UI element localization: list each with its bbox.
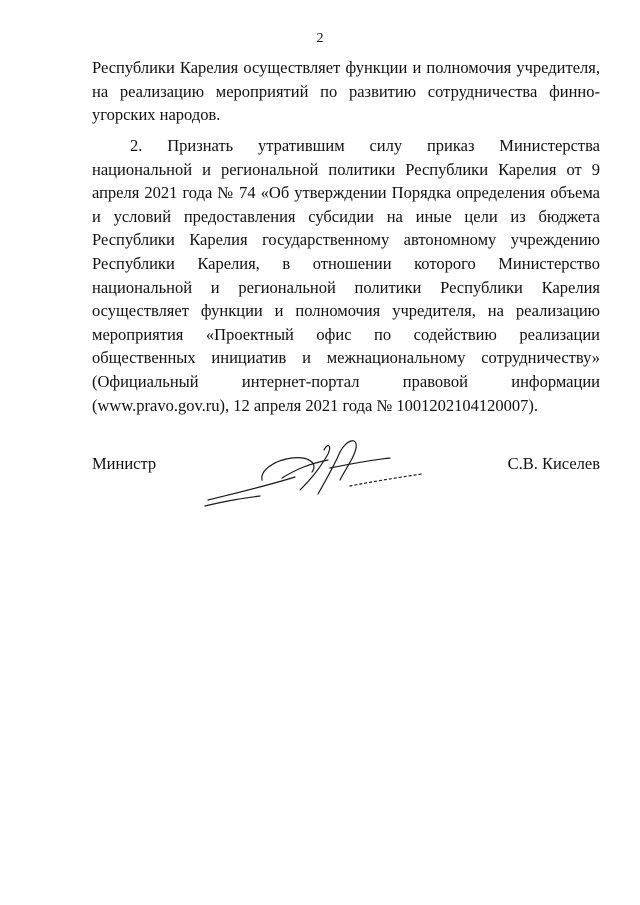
paragraph-item-2: 2. Признать утратившим силу приказ Министерства национальной и региональной политики Республики Карелия от 9 апреля 2021 года № 74 «Об утверждении Порядка определения объема и условий предоставления субсидии на иные цели из бюджета Республики Карелия государственному автономному учреждению Республики Карелия, в отношении которого Министерство национальной и региональной политики Республики Карелия осуществляет функции и полномочия учредителя, на реализацию мероприятия «Проектный офис по содействию реализации общественных инициатив и межнациональному сотрудничеству» (Официальный интернет-портал правовой информации (www.pravo.gov.ru), 12 апреля 2021 года № 1001202104120007). <box>92 136 600 415</box>
paragraph-continuation: Республики Карелия осуществляет функции и полномочия учредителя, на реализацию мероприятий по развитию сотрудничества финно-угорских народов. <box>92 58 600 125</box>
signatory-title: Министр <box>92 454 157 473</box>
signatory-name: С.В. Киселев <box>507 454 600 473</box>
page-number: 2 <box>316 31 324 46</box>
handwritten-signature <box>200 430 430 520</box>
signature-block <box>92 452 600 532</box>
